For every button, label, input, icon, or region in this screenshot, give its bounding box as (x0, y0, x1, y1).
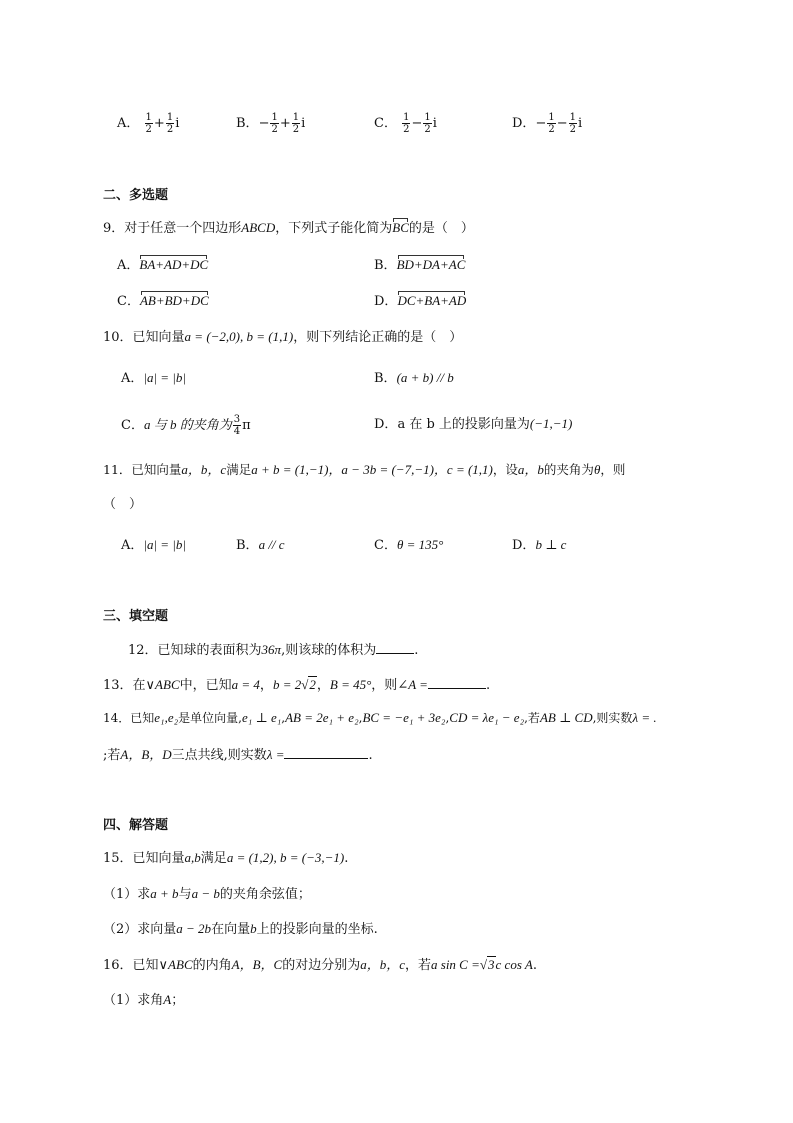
sign: − (258, 116, 270, 131)
q10-option-d: D．a 在 b 上的投影向量为(−1,−1) (374, 416, 573, 432)
imag-unit: i (432, 116, 437, 131)
sign: + (279, 116, 291, 131)
fraction: $\frac{1}{2}$ (166, 112, 174, 135)
q8-option-b (236, 112, 305, 135)
option-label: D． (512, 116, 536, 131)
fraction: $\frac{1}{2}$ (548, 112, 555, 135)
q11-option-b: B．a // c (236, 537, 285, 553)
fraction: $\frac{1}{2}$ (424, 112, 431, 135)
q16-stem: 16．已知∨ABC的内角A，B，C的对边分别为a，b，c，若a sin C =√3c cos A. (103, 957, 537, 973)
q10-option-a: A．|a| = |b| (121, 370, 186, 386)
section-heading-solve: 四、解答题 (103, 818, 169, 833)
q8-option-d (512, 112, 582, 135)
imag-unit: i (578, 116, 583, 131)
sign: + (153, 116, 165, 131)
q9-stem: 9．对于任意一个四边形ABCD，下列式子能化简为BC的是（ ） (103, 220, 474, 236)
fraction: $\frac{1}{2}$ (403, 112, 410, 135)
option-label: C． (374, 116, 397, 131)
sign: − (535, 116, 547, 131)
q9-option-c: C．AB+BD+DC (117, 293, 209, 309)
fraction: $\frac{3}{4}$ (233, 414, 241, 437)
fraction: $\frac{1}{2}$ (145, 112, 152, 135)
fraction: $\frac{1}{2}$ (292, 112, 300, 135)
q10-option-b: B．(a + b) // b (374, 370, 454, 386)
q10-stem: 10．已知向量a = (−2,0), b = (1,1)，则下列结论正确的是（ ） (103, 329, 463, 345)
q11-option-a: A．|a| = |b| (121, 537, 186, 553)
q9-option-b: B．BD+DA+AC (374, 257, 466, 273)
q13: 13．在∨ABC中，已知a = 4，b = 2√2，B = 45°，则∠A = . (103, 677, 491, 693)
q11-option-c: C．θ = 135° (374, 537, 444, 553)
q11-stem: 11．已知向量a，b，c满足a + b = (1,−1)，a − 3b = (−7,−1)，c = (1,1)，设a，b的夹角为θ，则 (103, 462, 626, 477)
imag-unit: i (301, 116, 306, 131)
sign: − (411, 116, 423, 131)
q14-line1: 14．已知e₁,e₂是单位向量,e₁ ⊥ e₁,AB = 2e₁ + e₂,BC = −e₁ + 3e₂,CD = λe₁ − e₂,若AB ⊥ CD,则实数λ = . (103, 710, 657, 725)
section-heading-multi-choice: 二、多选题 (103, 188, 169, 203)
answer-blank[interactable] (428, 676, 486, 689)
q9-option-a: A．BA+AD+DC (117, 257, 209, 273)
q11-paren: （ ） (103, 497, 143, 512)
imag-unit: i (175, 116, 180, 131)
option-label: B． (236, 116, 259, 131)
q16-part1: （1）求角A； (103, 992, 185, 1008)
q15-part1: （1）求a + b与a − b的夹角余弦值； (103, 886, 311, 902)
fraction: $\frac{1}{2}$ (271, 112, 278, 135)
sign: − (556, 116, 568, 131)
q15-part2: （2）求向量a − 2b在向量b上的投影向量的坐标. (103, 921, 378, 937)
q8-option-c (374, 112, 437, 135)
answer-blank[interactable] (376, 641, 414, 654)
option-label: A． (117, 116, 140, 131)
section-heading-fill-in: 三、填空题 (103, 609, 169, 624)
fraction: $\frac{1}{2}$ (569, 112, 576, 135)
q12: 12．已知球的表面积为36π,则该球的体积为 . (128, 642, 419, 658)
answer-blank[interactable] (284, 746, 368, 759)
q8-option-a (117, 112, 179, 135)
q9-option-d: D．DC+BA+AD (374, 293, 467, 309)
q14-line2: ;若A，B，D三点共线,则实数λ = . (103, 747, 373, 763)
q10-option-c: C．a 与 b 的夹角为 $\frac{3}{4}$ π (121, 414, 251, 437)
q11-option-d: D．b ⊥ c (512, 537, 567, 553)
q15-stem: 15．已知向量a,b满足a = (1,2), b = (−3,−1). (103, 850, 349, 866)
